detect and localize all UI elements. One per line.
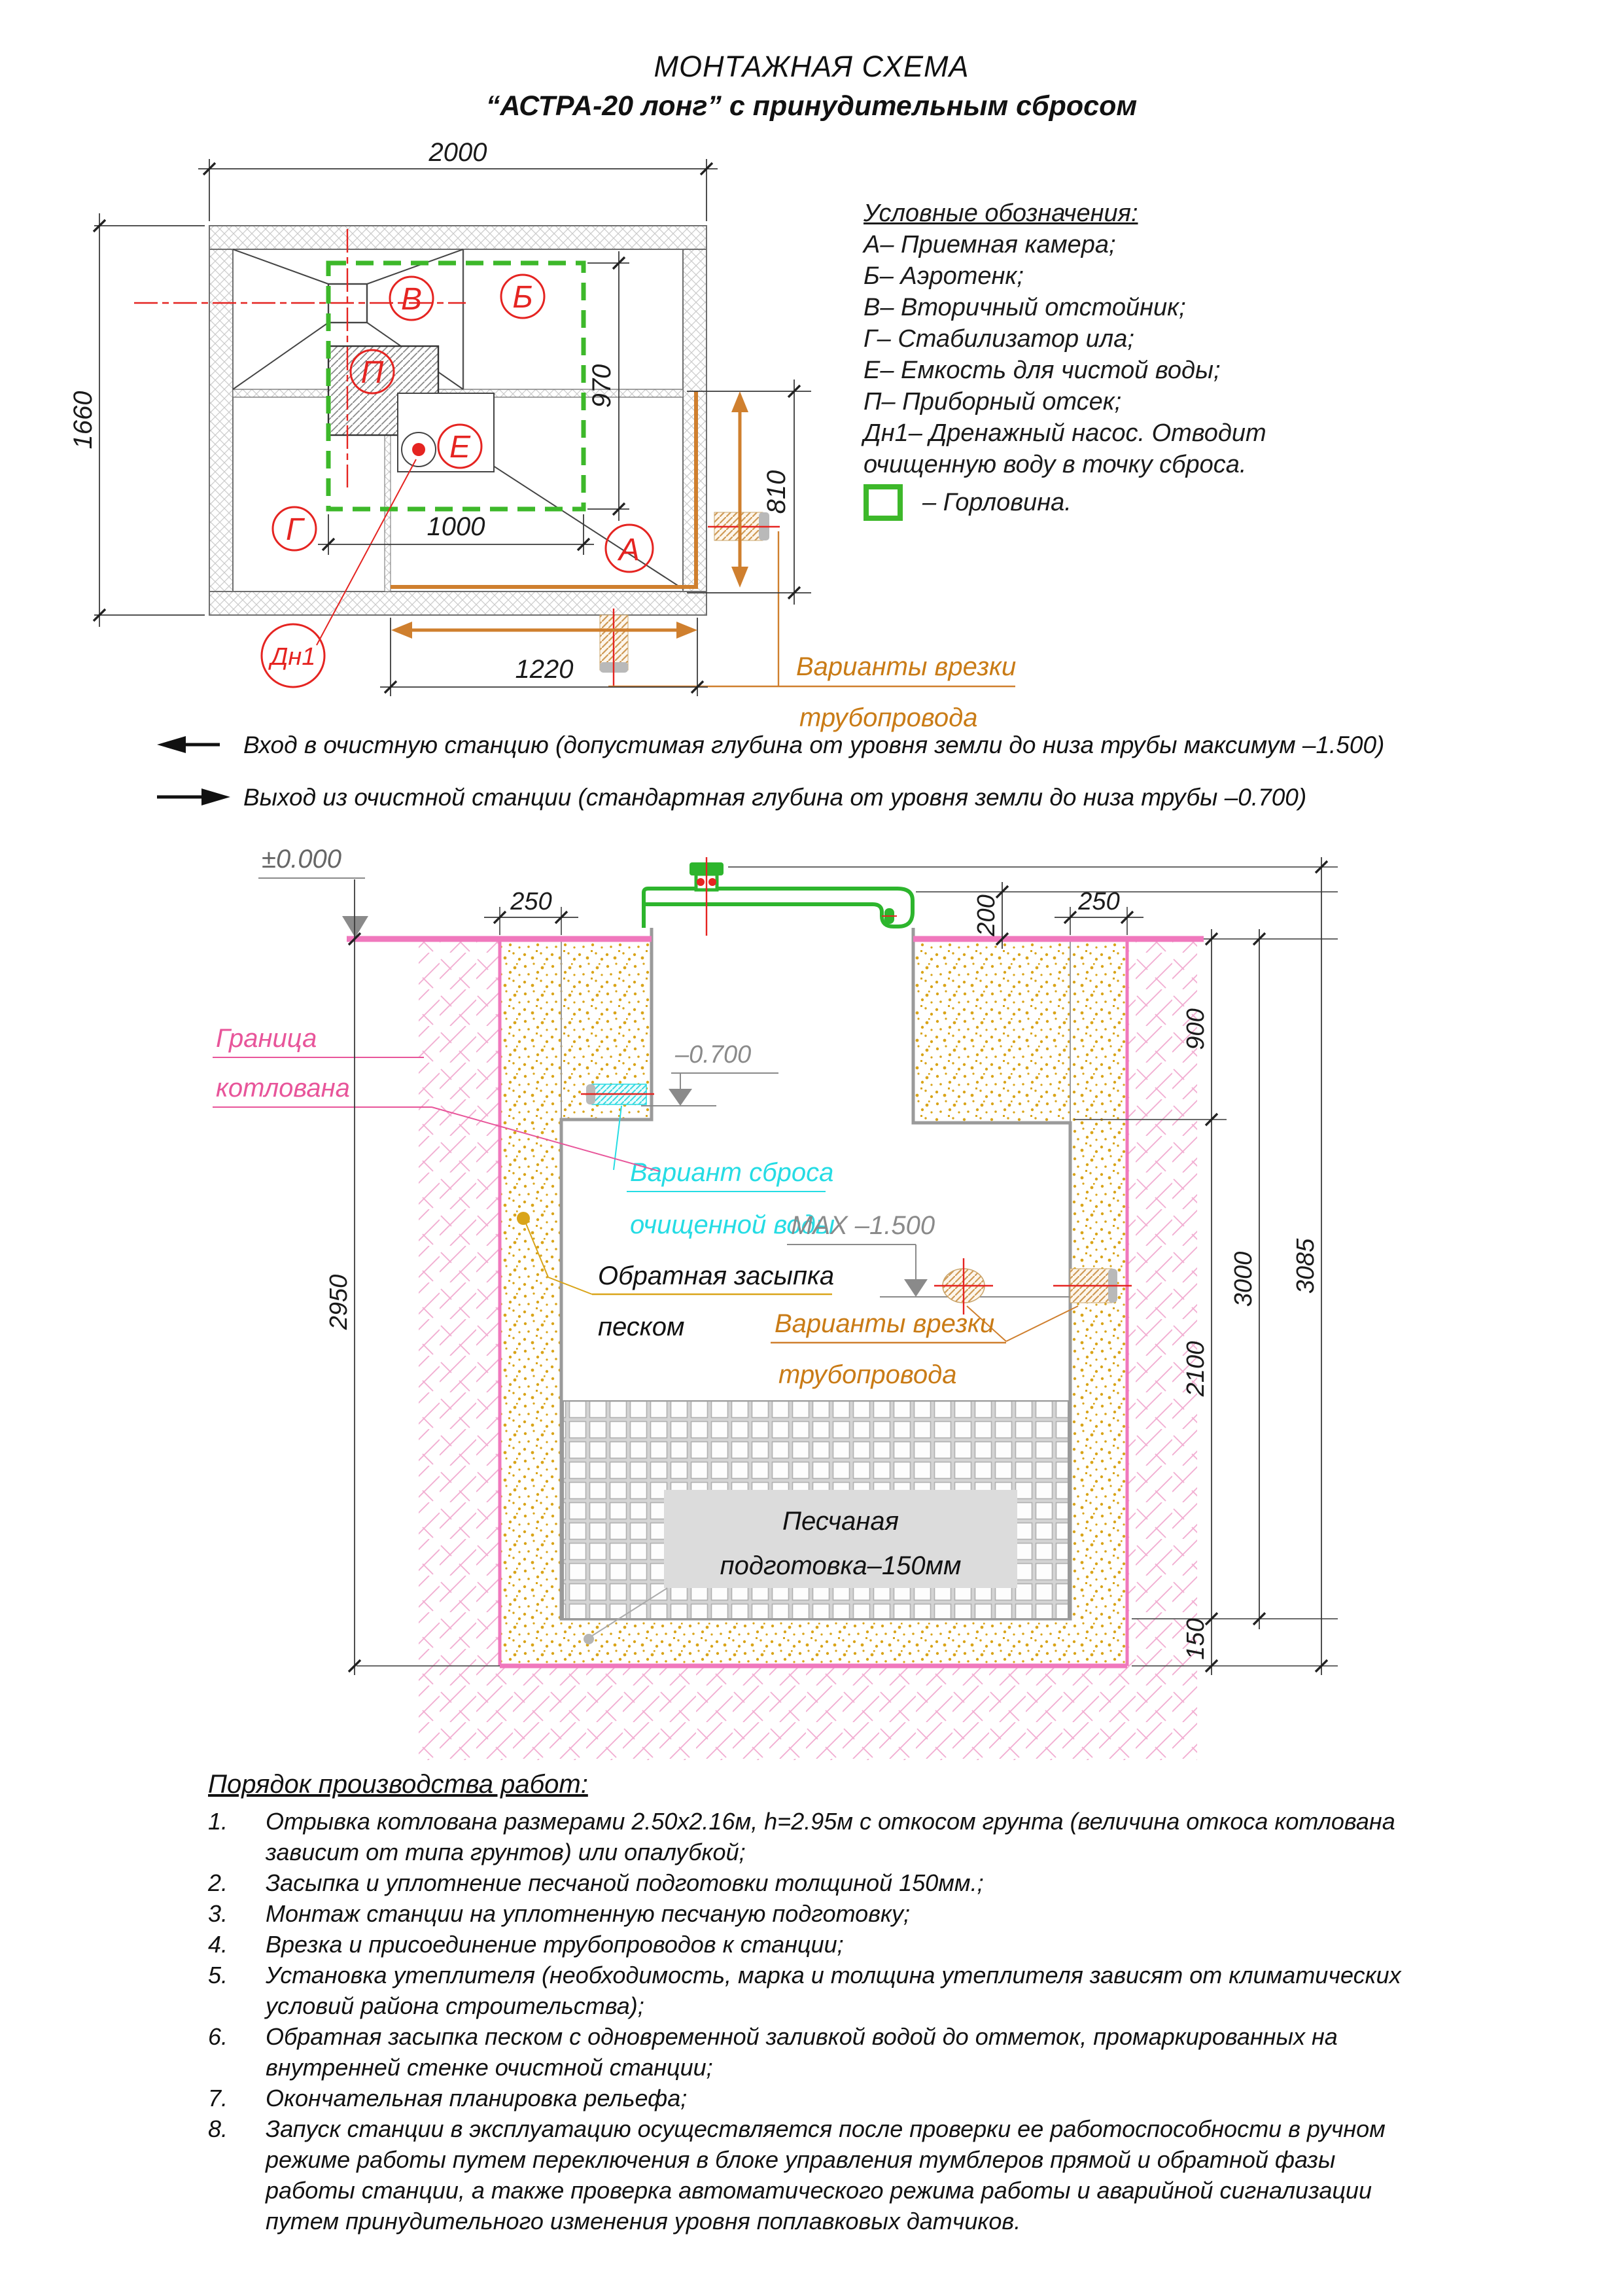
worklist-heading: Порядок производства работ: xyxy=(208,1770,588,1799)
inlet-note: Вход в очистную станцию (допустимая глубина от уровня земли до низа трубы максимум –1.500) xyxy=(243,732,1385,758)
section-pipe-note-1: Варианты врезки xyxy=(775,1309,995,1338)
legend-item: П– Приборный отсек; xyxy=(864,388,1122,415)
dim-3000: 3000 xyxy=(1230,1251,1257,1307)
label-E: Е xyxy=(449,430,471,465)
sand-prep-line1: Песчаная xyxy=(782,1507,899,1536)
dim-150: 150 xyxy=(1182,1618,1210,1660)
level-0700: –0.700 xyxy=(675,1041,752,1069)
worklist-item: 1. Отрывка котлована размерами 2.50х2.16м, h=2.95м с откосом грунта (величина откоса котлована зависит от типа грунтов) или опалубкой; xyxy=(208,1808,1395,1865)
io-notes xyxy=(157,732,1384,811)
sand-prep-leader-dot xyxy=(584,1634,594,1644)
dim-970: 970 xyxy=(587,364,616,408)
legend-gorlovina-row xyxy=(864,484,1452,521)
legend-item: Дн1– Дренажный насос. Отводит xyxy=(864,419,1266,447)
legend-item: Г– Стабилизатор ила; xyxy=(864,325,1134,353)
backfill-1: Обратная засыпка xyxy=(598,1262,835,1290)
pit-label-2: котлована xyxy=(216,1074,350,1103)
legend-heading: Условные обозначения: xyxy=(864,200,1138,227)
legend-item: Е– Емкость для чистой воды; xyxy=(864,357,1221,384)
section-pipe-note-2: трубопровода xyxy=(778,1360,957,1389)
worklist-item: 4. Врезка и присоединение трубопроводов к станции; xyxy=(208,1931,844,1958)
worklist-item: 6. Обратная засыпка песком с одновременной заливкой водой до отметок, промаркированных на внутренней стенке очистной станции; xyxy=(208,2023,1338,2081)
pump-dot xyxy=(412,443,425,456)
dim-900: 900 xyxy=(1182,1008,1210,1050)
discharge-note-2: очищенной воды xyxy=(630,1210,835,1239)
plan-pipe-note-line1: Варианты врезки xyxy=(796,652,1017,681)
dim-2000: 2000 xyxy=(428,138,487,167)
label-B: Б xyxy=(512,280,533,315)
dim-1220: 1220 xyxy=(515,655,574,684)
page-title: МОНТАЖНАЯ СХЕМА xyxy=(654,50,969,83)
sand-prep-line2: подготовка–150мм xyxy=(720,1551,962,1580)
dim-3085: 3085 xyxy=(1292,1238,1319,1294)
plan-bottom-pipe xyxy=(600,609,628,686)
plan-side-pipe xyxy=(708,512,780,540)
legend-item: А– Приемная камера; xyxy=(864,231,1116,258)
label-G: Г xyxy=(285,512,304,547)
outlet-arrow-icon xyxy=(201,788,230,805)
gorlovina-symbol xyxy=(864,484,903,521)
legend-gorlovina-label: – Горловина. xyxy=(922,489,1072,516)
worklist-item: 8. Запуск станции в эксплуатацию осуществляется после проверки ее работоспособности в ручном режиме работы путем переключения в блоке управления тумблеров прямой и обратной фазы работы станции, а также проверка автоматического режима работы и аварийной сигнализации путем принудительного изменения уровня поплавковых датчиков. xyxy=(208,2115,1386,2234)
dim-2950: 2950 xyxy=(325,1274,353,1330)
dim-250-right: 250 xyxy=(1078,888,1120,915)
zero-level xyxy=(258,845,368,938)
label-Dn1: Дн1 xyxy=(270,643,316,671)
level-max: MAX –1.500 xyxy=(791,1211,935,1240)
cross-section xyxy=(213,845,1338,1760)
dim-1000: 1000 xyxy=(427,512,485,541)
worklist-item: 7. Окончательная планировка рельефа; xyxy=(208,2085,688,2111)
label-A: А xyxy=(618,533,640,567)
discharge-note-1: Вариант сброса xyxy=(630,1158,834,1187)
backfill-2: песком xyxy=(598,1313,685,1341)
dim-810: 810 xyxy=(762,470,791,514)
label-P: П xyxy=(360,355,384,390)
dim-2100: 2100 xyxy=(1182,1341,1210,1397)
station-lid xyxy=(644,857,913,936)
level-zero: ±0.000 xyxy=(262,845,342,874)
plan-pipe-note-line2: трубопровода xyxy=(799,703,978,732)
legend-item: очищенную воду в точку сброса. xyxy=(864,451,1247,478)
outlet-note: Выход из очистной станции (стандартная глубина от уровня земли до низа трубы –0.700) xyxy=(243,784,1307,811)
pit-label-1: Граница xyxy=(216,1024,317,1053)
worklist-item: 2. Засыпка и уплотнение песчаной подготовки толщиной 150мм.; xyxy=(208,1869,984,1896)
dim-250-left: 250 xyxy=(510,888,552,915)
worklist-item: 3. Монтаж станции на уплотненную песчаную подготовку; xyxy=(208,1900,910,1927)
page-subtitle: “АСТРА-20 лонг” с принудительным сбросом xyxy=(485,90,1138,122)
work-procedure xyxy=(208,1769,1543,2236)
dim-1660: 1660 xyxy=(69,391,97,450)
legend xyxy=(864,198,1452,521)
inlet-arrow-icon xyxy=(157,736,186,753)
worklist-item: 5. Установка утеплителя (необходимость, марка и толщина утеплителя зависят от климатических условий района строительства); xyxy=(208,1962,1401,2019)
dim-200: 200 xyxy=(973,894,1000,936)
label-V: В xyxy=(400,282,423,317)
legend-item: В– Вторичный отстойник; xyxy=(864,294,1186,321)
legend-item: Б– Аэротенк; xyxy=(864,262,1024,290)
